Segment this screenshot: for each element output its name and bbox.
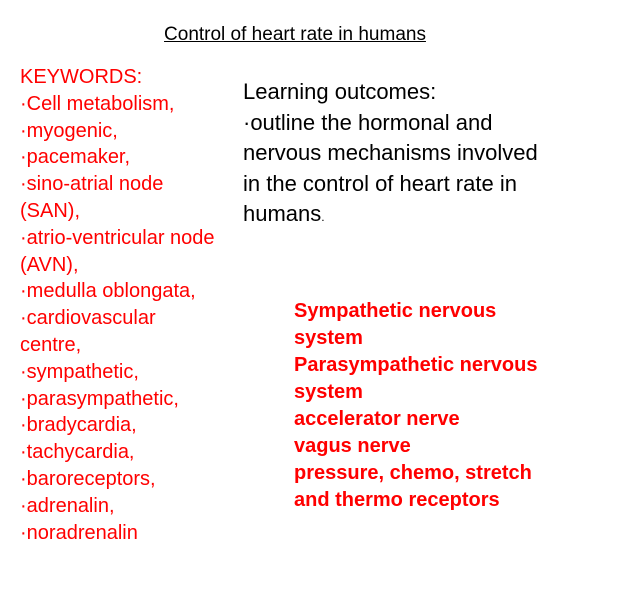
learning-outcomes: [243, 77, 623, 233]
keyword-line: ·cardiovascular: [20, 307, 156, 330]
keyword-line: ·myogenic,: [20, 119, 118, 142]
page-title: Control of heart rate in humans: [164, 24, 426, 45]
term-line: and thermo receptors: [294, 489, 500, 511]
keyword-line: ·noradrenalin: [20, 521, 138, 544]
keyword-line: ·bradycardia,: [20, 414, 137, 437]
outcome-line-last: [243, 199, 623, 233]
term-line: Parasympathetic nervous: [294, 354, 538, 376]
keyword-line: ·adrenalin,: [20, 494, 115, 517]
outcomes-heading: Learning outcomes:: [243, 79, 437, 104]
keyword-line: ·Cell metabolism,: [20, 92, 175, 115]
keyword-line: (AVN),: [20, 253, 79, 276]
keyword-line: ·medulla oblongata,: [20, 280, 196, 303]
keyword-line: ·tachycardia,: [20, 441, 135, 464]
keyword-line: (SAN),: [20, 199, 80, 222]
outcome-line: in the control of heart rate in: [243, 170, 517, 196]
keywords-list: [20, 64, 250, 546]
term-line: vagus nerve: [294, 435, 411, 457]
keyword-line: centre,: [20, 333, 82, 356]
term-line: accelerator nerve: [294, 408, 460, 430]
term-line: pressure, chemo, stretch: [294, 462, 532, 484]
keyword-line: ·pacemaker,: [20, 146, 131, 169]
keyword-line: ·atrio-ventricular node: [20, 226, 215, 249]
term-line: system: [294, 327, 363, 349]
term-line: system: [294, 381, 363, 403]
key-terms-list: [294, 298, 614, 514]
keyword-line: ·sympathetic,: [20, 360, 139, 383]
term-line: Sympathetic nervous: [294, 300, 497, 322]
outcome-line: nervous mechanisms involved: [243, 140, 538, 165]
outcome-line-text: humans: [243, 201, 322, 226]
keyword-line: ·baroreceptors,: [20, 467, 156, 490]
outcome-trailing-dot: .: [321, 210, 325, 224]
outcome-line: ·outline the hormonal and: [243, 109, 493, 135]
keyword-line: ·parasympathetic,: [20, 387, 179, 410]
keyword-line: ·sino-atrial node: [20, 173, 164, 196]
keywords-heading: KEYWORDS:: [20, 66, 143, 88]
